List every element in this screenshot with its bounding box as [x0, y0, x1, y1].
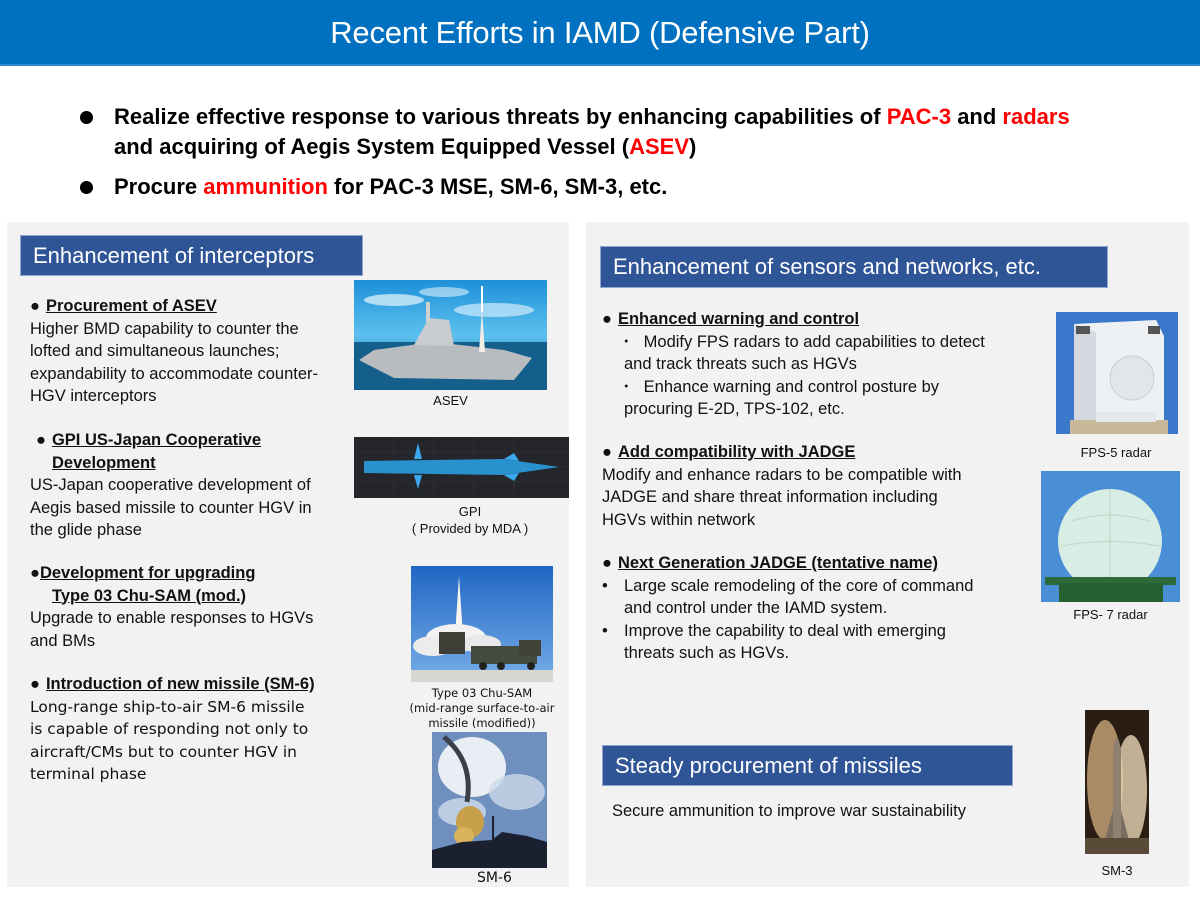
interceptors-header: Enhancement of interceptors	[20, 235, 363, 276]
fps5-radar-image	[1056, 312, 1178, 434]
sensors-header: Enhancement of sensors and networks, etc.	[600, 246, 1108, 288]
sm3-image	[1085, 710, 1149, 854]
bullet-dot-icon	[80, 111, 93, 124]
item-title: ● Add compatibility with JADGE	[602, 443, 856, 461]
missiles-header: Steady procurement of missiles	[602, 745, 1013, 786]
chu-sam-caption: Type 03 Chu-SAM (mid-range surface-to-air missile (modified))	[409, 686, 555, 730]
sm6-caption: SM-6	[477, 870, 512, 886]
title-bar	[0, 0, 1200, 66]
item-enhanced-warning: ● Enhanced warning and control ・ Modify FPS radars to add capabilities to detect and track threats such as HGVs ・ Enhance warning and control posture by procuring E-2D, TPS-102, etc.	[602, 308, 1042, 421]
gpi-image	[354, 437, 569, 498]
gpi-caption: GPI ( Provided by MDA )	[411, 504, 529, 536]
item-procurement-asev: ● Procurement of ASEV Higher BMD capability to counter the lofted and simultaneous launches; expandability to accommodate counter- HGV interceptors	[30, 295, 360, 408]
summary-bullets	[78, 102, 1178, 212]
asev-image	[354, 280, 547, 390]
item-jadge-compatibility: ● Add compatibility with JADGE Modify and enhance radars to be compatible with JADGE and share threat information including HGVs within network	[602, 441, 1042, 531]
item-title: ● Introduction of new missile (SM-6)	[30, 675, 315, 693]
item-next-gen-jadge: ● Next Generation JADGE (tentative name) • Large scale remodeling of the core of command and control under the IAMD system. • Improve the capability to deal with emerging threats such as HGVs.	[602, 552, 1042, 665]
page-title: Recent Efforts in IAMD (Defensive Part)	[330, 15, 870, 50]
item-title: ●Development for upgrading	[30, 564, 256, 582]
item-title: ● Enhanced warning and control	[602, 310, 860, 328]
bullet-dot-icon	[80, 181, 93, 194]
item-title: ● Procurement of ASEV	[30, 297, 217, 315]
summary-bullet-1: Realize effective response to various threats by enhancing capabilities of PAC-3 and radars and acquiring of Aegis System Equipped Vessel (ASEV)	[78, 102, 1178, 162]
sm6-image	[432, 732, 547, 868]
chu-sam-image	[411, 566, 553, 682]
fps7-radar-image	[1041, 471, 1180, 602]
asev-caption: ASEV	[433, 393, 468, 408]
item-gpi-development: ● GPI US-Japan Cooperative Development US-Japan cooperative development of Aegis based missile to counter HGV in the glide phase	[30, 429, 360, 542]
item-title: ● GPI US-Japan Cooperative	[36, 431, 262, 449]
fps7-caption: FPS- 7 radar	[1073, 607, 1148, 622]
fps5-caption: FPS-5 radar	[1080, 445, 1152, 460]
sm3-caption: SM-3	[1101, 863, 1133, 878]
item-title: ● Next Generation JADGE (tentative name)	[602, 554, 938, 572]
missiles-body: Secure ammunition to improve war sustainability	[612, 802, 966, 820]
item-chu-sam-upgrade: ●Development for upgrading Type 03 Chu-SAM (mod.) Upgrade to enable responses to HGVs and BMs	[30, 562, 360, 652]
summary-bullet-2: Procure ammunition for PAC-3 MSE, SM-6, SM-3, etc.	[78, 172, 1178, 202]
item-new-missile-sm6: ● Introduction of new missile (SM-6) Long-range ship-to-air SM-6 missile is capable of responding not only to aircraft/CMs but to counter HGV in terminal phase	[30, 673, 370, 786]
